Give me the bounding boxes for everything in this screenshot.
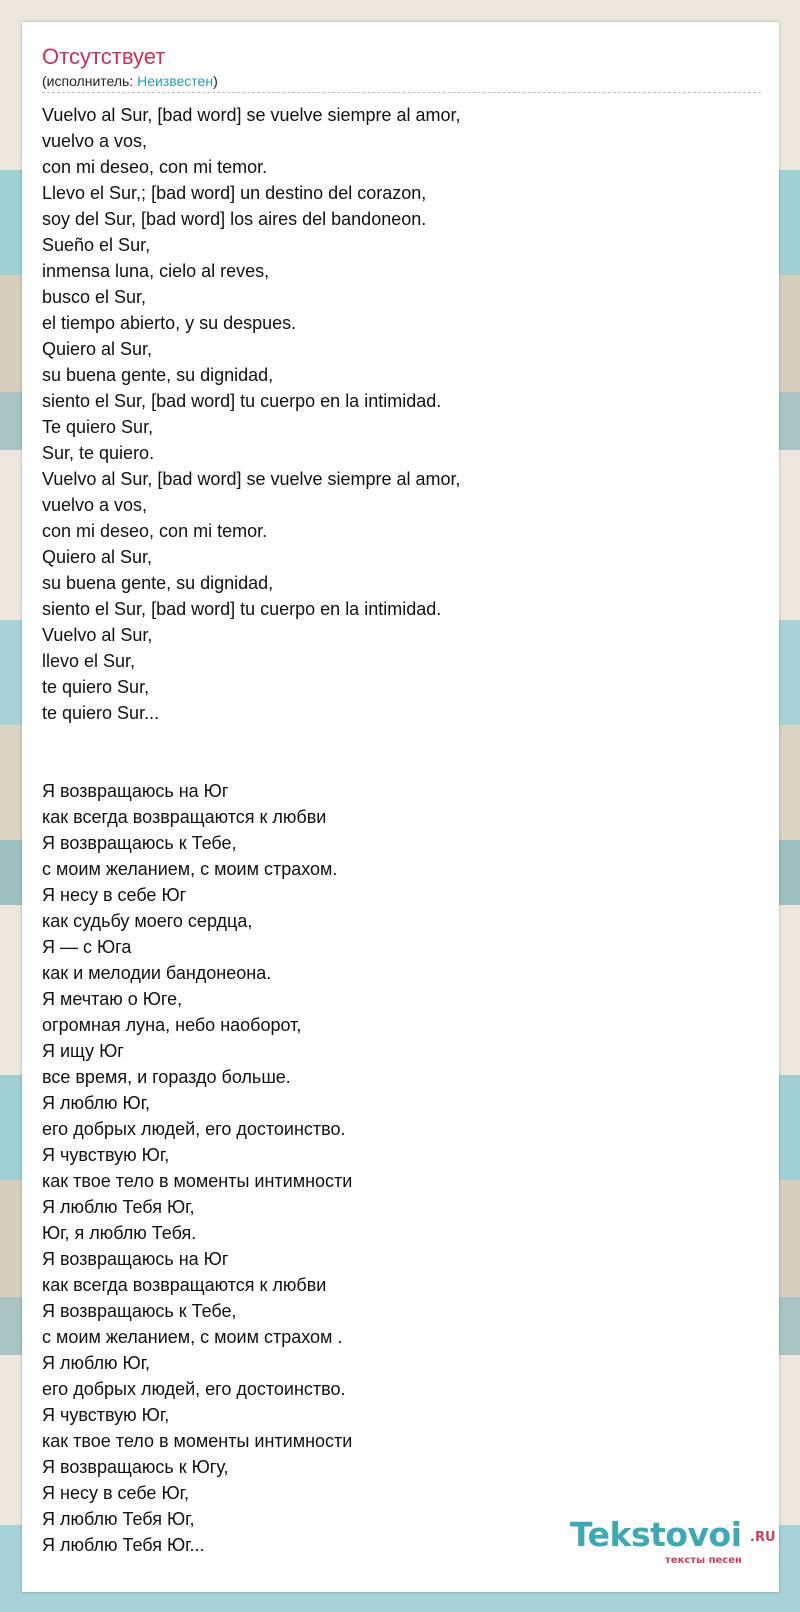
translation-line: с моим желанием, с моим страхом. (42, 859, 338, 879)
translation-line: Я несу в себе Юг, (42, 1483, 189, 1503)
translation-line: его добрых людей, его достоинство. (42, 1119, 346, 1139)
translation-line: Я люблю Юг, (42, 1093, 151, 1113)
performer-close: ) (213, 73, 218, 89)
lyric-line: Sueño el Sur, (42, 235, 151, 255)
translation-line: его добрых людей, его достоинство. (42, 1379, 346, 1399)
lyric-line: soy del Sur, [bad word] los aires del bandoneon. (42, 209, 427, 229)
translation-line: Я возвращаюсь на Юг (42, 781, 229, 801)
lyric-line: siento el Sur, [bad word] tu cuerpo en la intimidad. (42, 391, 442, 411)
performer-line (42, 73, 218, 89)
translation-line: Я несу в себе Юг (42, 885, 187, 905)
lyric-line: busco el Sur, (42, 287, 147, 307)
original-lyrics (42, 102, 762, 726)
lyric-line: su buena gente, su dignidad, (42, 365, 274, 385)
translation-line: Я возвращаюсь на Юг (42, 1249, 229, 1269)
logo-tagline: тексты песен (665, 1555, 742, 1566)
stanza-gap (42, 726, 762, 778)
lyric-line: con mi deseo, con mi temor. (42, 157, 268, 177)
translation-lyrics (42, 778, 762, 1558)
translation-line: Я люблю Тебя Юг, (42, 1509, 195, 1529)
site-logo[interactable] (570, 1515, 780, 1565)
lyric-line: el tiempo abierto, y su despues. (42, 313, 297, 333)
lyric-line: te quiero Sur, (42, 677, 150, 697)
lyrics-card (22, 22, 779, 1592)
translation-line: Я возвращаюсь к Югу, (42, 1457, 229, 1477)
translation-line: как твое тело в моменты интимности (42, 1431, 353, 1451)
translation-line: Я мечтаю о Юге, (42, 989, 183, 1009)
lyric-line: siento el Sur, [bad word] tu cuerpo en la intimidad. (42, 599, 442, 619)
translation-line: Юг, я люблю Тебя. (42, 1223, 197, 1243)
lyrics-body (42, 102, 762, 1558)
translation-line: огромная луна, небо наоборот, (42, 1015, 302, 1035)
translation-line: Я чувствую Юг, (42, 1145, 170, 1165)
lyric-line: vuelvo a vos, (42, 495, 148, 515)
lyric-line: llevo el Sur, (42, 651, 136, 671)
translation-line: как твое тело в моменты интимности (42, 1171, 353, 1191)
lyric-line: Vuelvo al Sur, [bad word] se vuelve siempre al amor, (42, 469, 461, 489)
translation-line: Я люблю Тебя Юг... (42, 1535, 205, 1555)
translation-line: Я — с Юга (42, 937, 132, 957)
translation-line: Я люблю Юг, (42, 1353, 151, 1373)
logo-wordmark: Tekstovoi (570, 1515, 742, 1554)
translation-line: как и мелодии бандонеона. (42, 963, 272, 983)
translation-line: как судьбу моего сердца, (42, 911, 253, 931)
translation-line: Я чувствую Юг, (42, 1405, 170, 1425)
translation-line: Я люблю Тебя Юг, (42, 1197, 195, 1217)
divider (42, 92, 761, 93)
lyric-line: Llevo el Sur,; [bad word] un destino del corazon, (42, 183, 427, 203)
translation-line: Я возвращаюсь к Тебе, (42, 833, 237, 853)
translation-line: Я ищу Юг (42, 1041, 124, 1061)
lyric-line: Quiero al Sur, (42, 339, 153, 359)
lyric-line: Vuelvo al Sur, [bad word] se vuelve siempre al amor, (42, 105, 461, 125)
translation-line: все время, и гораздо больше. (42, 1067, 291, 1087)
lyric-line: Sur, te quiero. (42, 443, 155, 463)
song-title: Отсутствует (42, 44, 166, 69)
lyric-line: su buena gente, su dignidad, (42, 573, 274, 593)
performer-label: (исполнитель: (42, 73, 138, 89)
lyric-line: Te quiero Sur, (42, 417, 154, 437)
performer-link[interactable]: Неизвестен (137, 73, 214, 89)
lyric-line: inmensa luna, cielo al reves, (42, 261, 270, 281)
translation-line: Я возвращаюсь к Тебе, (42, 1301, 237, 1321)
translation-line: как всегда возвращаются к любви (42, 807, 327, 827)
translation-line: с моим желанием, с моим страхом . (42, 1327, 343, 1347)
logo-tld: .RU (750, 1530, 776, 1545)
lyric-line: vuelvo a vos, (42, 131, 148, 151)
lyric-line: te quiero Sur... (42, 703, 160, 723)
lyric-line: Quiero al Sur, (42, 547, 153, 567)
lyric-line: Vuelvo al Sur, (42, 625, 153, 645)
lyric-line: con mi deseo, con mi temor. (42, 521, 268, 541)
translation-line: как всегда возвращаются к любви (42, 1275, 327, 1295)
